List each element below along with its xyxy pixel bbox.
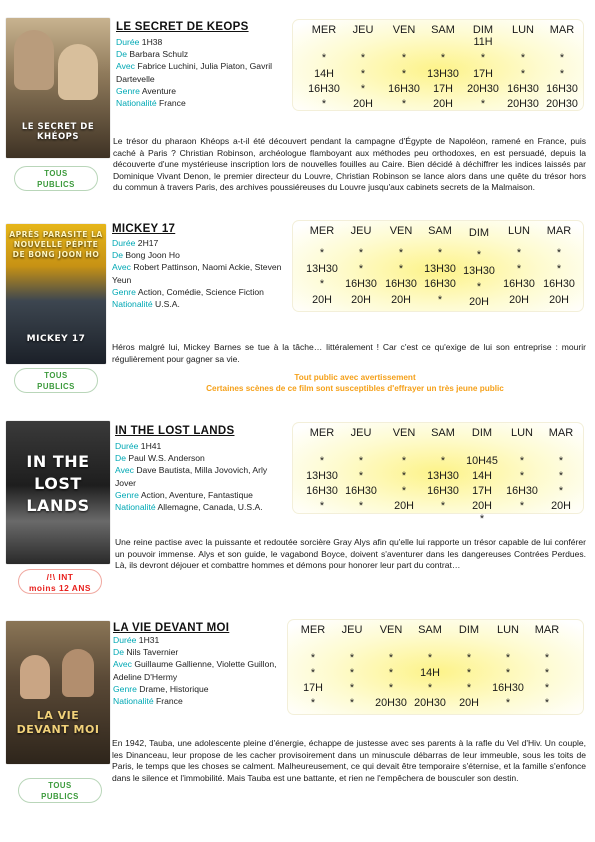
- showtime-cell: *: [476, 281, 482, 293]
- showtime-cell: *: [358, 247, 364, 259]
- text: Robert Pattinson, Naomi Ackie, Steven Yeun: [112, 262, 282, 285]
- poster-title: LA VIE DEVANT MOI: [16, 709, 100, 736]
- text: Avec: [115, 465, 134, 476]
- day-header: JEU: [350, 427, 372, 439]
- showtime-cell: *: [516, 263, 522, 275]
- day-header: DIM: [471, 427, 493, 439]
- showtime-cell: *: [358, 470, 364, 482]
- text: 1H31: [138, 635, 160, 645]
- showtime-cell: *: [388, 652, 394, 664]
- showtime-cell: 16H30: [506, 485, 538, 497]
- showtime-cell: *: [559, 52, 565, 64]
- day-header: MER: [300, 624, 326, 636]
- text: U.S.A.: [155, 299, 180, 310]
- showtime-cell: *: [401, 68, 407, 80]
- showtime-cell: *: [476, 249, 482, 261]
- showtime-cell: *: [558, 485, 564, 497]
- showtime-cell: 20H30: [507, 98, 539, 110]
- poster-title: IN THE LOST LANDS: [26, 452, 90, 515]
- showtime-cell: 14H: [314, 68, 334, 80]
- showtime-cell: *: [398, 263, 404, 275]
- showtime-cell: *: [388, 682, 394, 694]
- label-de: De: [116, 49, 127, 60]
- showtime-cell: 20H: [509, 294, 529, 306]
- showtime-cell: *: [466, 652, 472, 664]
- synopsis: En 1942, Tauba, une adolescente pleine d'énergie, échappe de justesse avec ses parents à la rafle du Vel d'Hiv. Un couple, les Dinanceau, leur propose de les cacher provisoirement dans un minuscule débarras de leur immeuble, sous les toits de Paris, le temps que les choses se calment. Malheureusement, ce qui devait être temporaire s'éternise, et la famille s'enfonce dans le silence et l'immobilité. Mais Tauba est une battante, et rien ne l'empêchera de bousculer son destin.: [112, 738, 586, 783]
- day-header: LUN: [511, 24, 534, 36]
- showtime-cell: 20H: [351, 294, 371, 306]
- text: PUBLICS: [37, 179, 75, 189]
- day-header: LUN: [496, 624, 519, 636]
- poster-image: [6, 621, 110, 764]
- showtime-cell: *: [358, 455, 364, 467]
- day-header: MER: [311, 24, 337, 36]
- director-value: Barbara Schulz: [129, 49, 189, 60]
- film-meta: [113, 634, 289, 707]
- showtime-cell: 20H30: [546, 98, 578, 110]
- text: Drame, Historique: [139, 683, 209, 694]
- showtime-cell: *: [349, 652, 355, 664]
- film-title: LE SECRET DE KEOPS: [116, 21, 249, 33]
- day-header: SAM: [431, 24, 455, 36]
- showtime-cell: 20H: [394, 500, 414, 512]
- showtime-cell: *: [544, 682, 550, 694]
- text: /!\ INT: [46, 572, 74, 582]
- text: France: [156, 696, 183, 707]
- showtime-cell: 20H30: [414, 697, 446, 709]
- showtime-cell: *: [519, 500, 525, 512]
- day-header: SAM: [428, 225, 452, 237]
- showtime-cell: *: [360, 52, 366, 64]
- showtime-cell: *: [319, 455, 325, 467]
- showtime-cell: 20H30: [375, 697, 407, 709]
- synopsis: Le trésor du pharaon Khéops a-t-il été découvert pendant la campagne d'Égypte de Napoléon, ramené en France, puis caché à Paris ? Christian Robinson, archéologue flamboyant aux méthodes peu orthodoxes, en est persuadé, depuis la découverte d'une mystérieuse inscription lors de nouvelles fouilles au Caire. Bien décidé à déchiffrer les indices laissés par Dominique Vivant Denon, le premier directeur du Louvre, Christian Robinson se lance alors dans une quête du trésor hors du commun à travers Paris, des archives poussiéreuses du Louvre jusqu'aux cabinets secrets de la Malmaison.: [113, 136, 586, 193]
- text: 2H17: [137, 238, 159, 248]
- showtime-cell: 16H30: [424, 278, 456, 290]
- text: Avec: [113, 659, 132, 670]
- text: Bong Joon Ho: [125, 250, 180, 261]
- day-header: MAR: [548, 427, 574, 439]
- text: Certaines scènes de ce film sont susceptibles d'effrayer un très jeune public: [206, 384, 504, 394]
- showtime-cell: 16H30: [385, 278, 417, 290]
- showtime-cell: *: [358, 263, 364, 275]
- showtime-cell: *: [556, 247, 562, 259]
- poster-tagline: APRÈS PARASITE LA NOUVELLE PÉPITE DE BONG JOON HO: [9, 230, 103, 259]
- showtime-cell: 16H30: [492, 682, 524, 694]
- showtime-cell: *: [310, 652, 316, 664]
- showtime-cell: *: [558, 455, 564, 467]
- label-genre: Genre: [116, 85, 140, 96]
- text: Action, Aventure, Fantastique: [140, 489, 253, 500]
- showtime-cell: 16H30: [427, 485, 459, 497]
- text: Guillaume Gallienne, Violette Guillon, Adeline D'Hermy: [113, 659, 277, 682]
- text: TOUS: [44, 371, 68, 380]
- showtime-cell: 16H30: [503, 278, 535, 290]
- day-header: MER: [309, 225, 335, 237]
- showtime-cell: *: [544, 652, 550, 664]
- showtime-cell: 20H30: [467, 83, 499, 95]
- label-duree: Durée: [116, 37, 140, 47]
- text: Avec: [112, 262, 131, 273]
- text: TOUS: [48, 781, 72, 790]
- day-header: SAM: [431, 427, 455, 439]
- showtime-cell: *: [349, 682, 355, 694]
- audience-badge: [18, 778, 102, 803]
- showtime-cell: 16H30: [306, 485, 338, 497]
- showtime-cell: 20H: [551, 500, 571, 512]
- label-avec: Avec: [116, 61, 135, 72]
- poster-title: LE SECRET DE KHÉOPS: [21, 122, 95, 142]
- label-nationalite: Nationalité: [116, 98, 157, 109]
- day-header: VEN: [389, 225, 413, 237]
- showtime-cell: *: [401, 485, 407, 497]
- day-header: LUN: [507, 225, 530, 237]
- day-header: SAM: [418, 624, 442, 636]
- showtime-cell: *: [505, 667, 511, 679]
- day-header: DIM: [468, 227, 490, 239]
- text: Dave Bautista, Milla Jovovich, Arly Jover: [115, 465, 268, 488]
- showtime-cell: *: [466, 667, 472, 679]
- showtime-cell: *: [520, 68, 526, 80]
- showtime-cell: *: [401, 470, 407, 482]
- day-header: LUN: [510, 427, 533, 439]
- text: Tout public avec avertissement: [294, 373, 416, 382]
- showtime-cell: *: [480, 52, 486, 64]
- showtime-cell: *: [440, 52, 446, 64]
- showtime-cell: *: [349, 667, 355, 679]
- showtime-cell: 17H: [303, 682, 323, 694]
- showtime-cell: *: [358, 500, 364, 512]
- showtime-cell: *: [321, 98, 327, 110]
- day-header: MAR: [534, 624, 560, 636]
- text: Paul W.S. Anderson: [128, 453, 205, 464]
- showtime-cell: *: [360, 83, 366, 95]
- showtime-cell: *: [544, 697, 550, 709]
- day-header: VEN: [379, 624, 403, 636]
- showtime-cell: 16H30: [543, 278, 575, 290]
- showtime-cell: 13H30: [306, 470, 338, 482]
- showtime-cell: 16H30: [507, 83, 539, 95]
- text: PUBLICS: [37, 381, 75, 391]
- text: Genre: [115, 489, 139, 500]
- showtime-cell: 17H: [473, 68, 493, 80]
- showtime-cell: *: [437, 247, 443, 259]
- showtime-cell: *: [388, 667, 394, 679]
- showtime-cell: *: [519, 455, 525, 467]
- showtime-cell: *: [398, 247, 404, 259]
- showtime-cell: *: [427, 682, 433, 694]
- showtime-cell: 16H30: [345, 278, 377, 290]
- text: De: [115, 453, 126, 464]
- day-header: JEU: [352, 24, 374, 36]
- text: Nationalité: [113, 696, 154, 707]
- showtime-cell: *: [544, 667, 550, 679]
- text: TOUS: [44, 169, 68, 178]
- showtime-cell: 13H30: [427, 68, 459, 80]
- text: Allemagne, Canada, U.S.A.: [157, 502, 263, 513]
- showtime-cell: 17H: [433, 83, 453, 95]
- showtime-cell: 17H: [472, 485, 492, 497]
- text: Durée: [113, 635, 137, 645]
- showtime-cell: 10H45: [466, 455, 498, 467]
- day-header: VEN: [392, 427, 416, 439]
- showtime-cell: *: [479, 513, 485, 525]
- showtime-cell: 20H: [472, 500, 492, 512]
- showtime-cell: *: [480, 98, 486, 110]
- showtime-cell: 13H30: [463, 265, 495, 277]
- day-header: MER: [309, 427, 335, 439]
- text: De: [112, 250, 123, 261]
- showtime-cell: *: [437, 294, 443, 306]
- showtime-cell: 20H: [549, 294, 569, 306]
- showtime-cell: *: [505, 652, 511, 664]
- text: PUBLICS: [41, 791, 79, 801]
- synopsis: Héros malgré lui, Mickey Barnes se tue à la tâche… littéralement ! Car c'est ce qu'exige de lui son entreprise : mourir régulièrement pour gagner sa vie.: [112, 342, 586, 364]
- showtime-cell: *: [558, 470, 564, 482]
- showtime-cell: 16H30: [388, 83, 420, 95]
- showtime-cell: *: [319, 500, 325, 512]
- text: 1H41: [140, 441, 162, 451]
- film-title: IN THE LOST LANDS: [115, 425, 235, 437]
- text: moins 12 ANS: [28, 582, 91, 593]
- text: De: [113, 647, 124, 658]
- text: Action, Comédie, Science Fiction: [137, 286, 264, 297]
- showtime-cell: *: [319, 278, 325, 290]
- day-header: MAR: [546, 225, 572, 237]
- day-header: DIM: [472, 24, 494, 36]
- text: Nils Tavernier: [126, 647, 179, 658]
- showtime-cell: 13H30: [424, 263, 456, 275]
- nationality-value: France: [159, 98, 186, 109]
- day-header: VEN: [392, 24, 416, 36]
- showtime-cell: 16H30: [345, 485, 377, 497]
- genre-value: Aventure: [141, 85, 177, 96]
- showtime-cell: *: [401, 455, 407, 467]
- showtime-cell: *: [440, 500, 446, 512]
- film-title: LA VIE DEVANT MOI: [113, 622, 230, 634]
- showtime-cell: *: [319, 247, 325, 259]
- showtime-cell: *: [556, 263, 562, 275]
- cast-value: Fabrice Luchini, Julia Piaton, Gavril Dartevelle: [116, 61, 273, 84]
- showtime-cell: *: [401, 52, 407, 64]
- showtime-cell: *: [519, 470, 525, 482]
- showtime-cell: 20H: [469, 296, 489, 308]
- showtime-cell: *: [505, 697, 511, 709]
- text: Nationalité: [115, 502, 156, 513]
- showtime-cell: 20H: [312, 294, 332, 306]
- showtime-cell: 14H: [420, 667, 440, 679]
- duree-value: 1H38: [141, 37, 163, 47]
- text: Genre: [113, 683, 137, 694]
- showtime-cell: 14H: [472, 470, 492, 482]
- showtime-cell: *: [310, 697, 316, 709]
- showtime-cell: *: [349, 697, 355, 709]
- showtime-cell: *: [516, 247, 522, 259]
- showtime-cell: 13H30: [306, 263, 338, 275]
- showtime-cell: *: [440, 455, 446, 467]
- showtime-cell: 20H: [433, 98, 453, 110]
- showtime-cell: 16H30: [546, 83, 578, 95]
- text: Durée: [115, 441, 139, 451]
- text: Genre: [112, 286, 136, 297]
- showtime-cell: *: [559, 68, 565, 80]
- showtime-cell: *: [466, 682, 472, 694]
- text: Nationalité: [112, 299, 153, 310]
- showtimes-grid: [287, 619, 584, 715]
- showtime-cell: *: [401, 98, 407, 110]
- showtime-cell: *: [520, 52, 526, 64]
- poster-title: MICKEY 17: [26, 334, 86, 344]
- day-header: JEU: [341, 624, 363, 636]
- text: Durée: [112, 238, 136, 248]
- showtime-cell: 16H30: [308, 83, 340, 95]
- showtime-cell: 20H: [459, 697, 479, 709]
- showtime-cell: 13H30: [427, 470, 459, 482]
- synopsis: Une reine pactise avec la puissante et redoutée sorcière Gray Alys afin qu'elle lui rapporte un trésor capable de lui conférer un pouvoir immense. Alys et son guide, le vagabond Boyce, doivent s'aventurer dans les dangereuses Contrées Perdues. Là, ils devront déjouer et combattre hommes et démons pour honorer leur part du contrat…: [115, 537, 586, 571]
- film-title: MICKEY 17: [112, 223, 176, 235]
- day-header: DIM: [458, 624, 480, 636]
- showtime-cell: 11H: [473, 36, 493, 48]
- showtime-cell: *: [360, 68, 366, 80]
- showtime-cell: 20H: [391, 294, 411, 306]
- showtime-cell: *: [321, 52, 327, 64]
- showtime-cell: *: [427, 652, 433, 664]
- day-header: JEU: [350, 225, 372, 237]
- day-header: MAR: [549, 24, 575, 36]
- showtime-cell: 20H: [353, 98, 373, 110]
- showtime-cell: *: [310, 667, 316, 679]
